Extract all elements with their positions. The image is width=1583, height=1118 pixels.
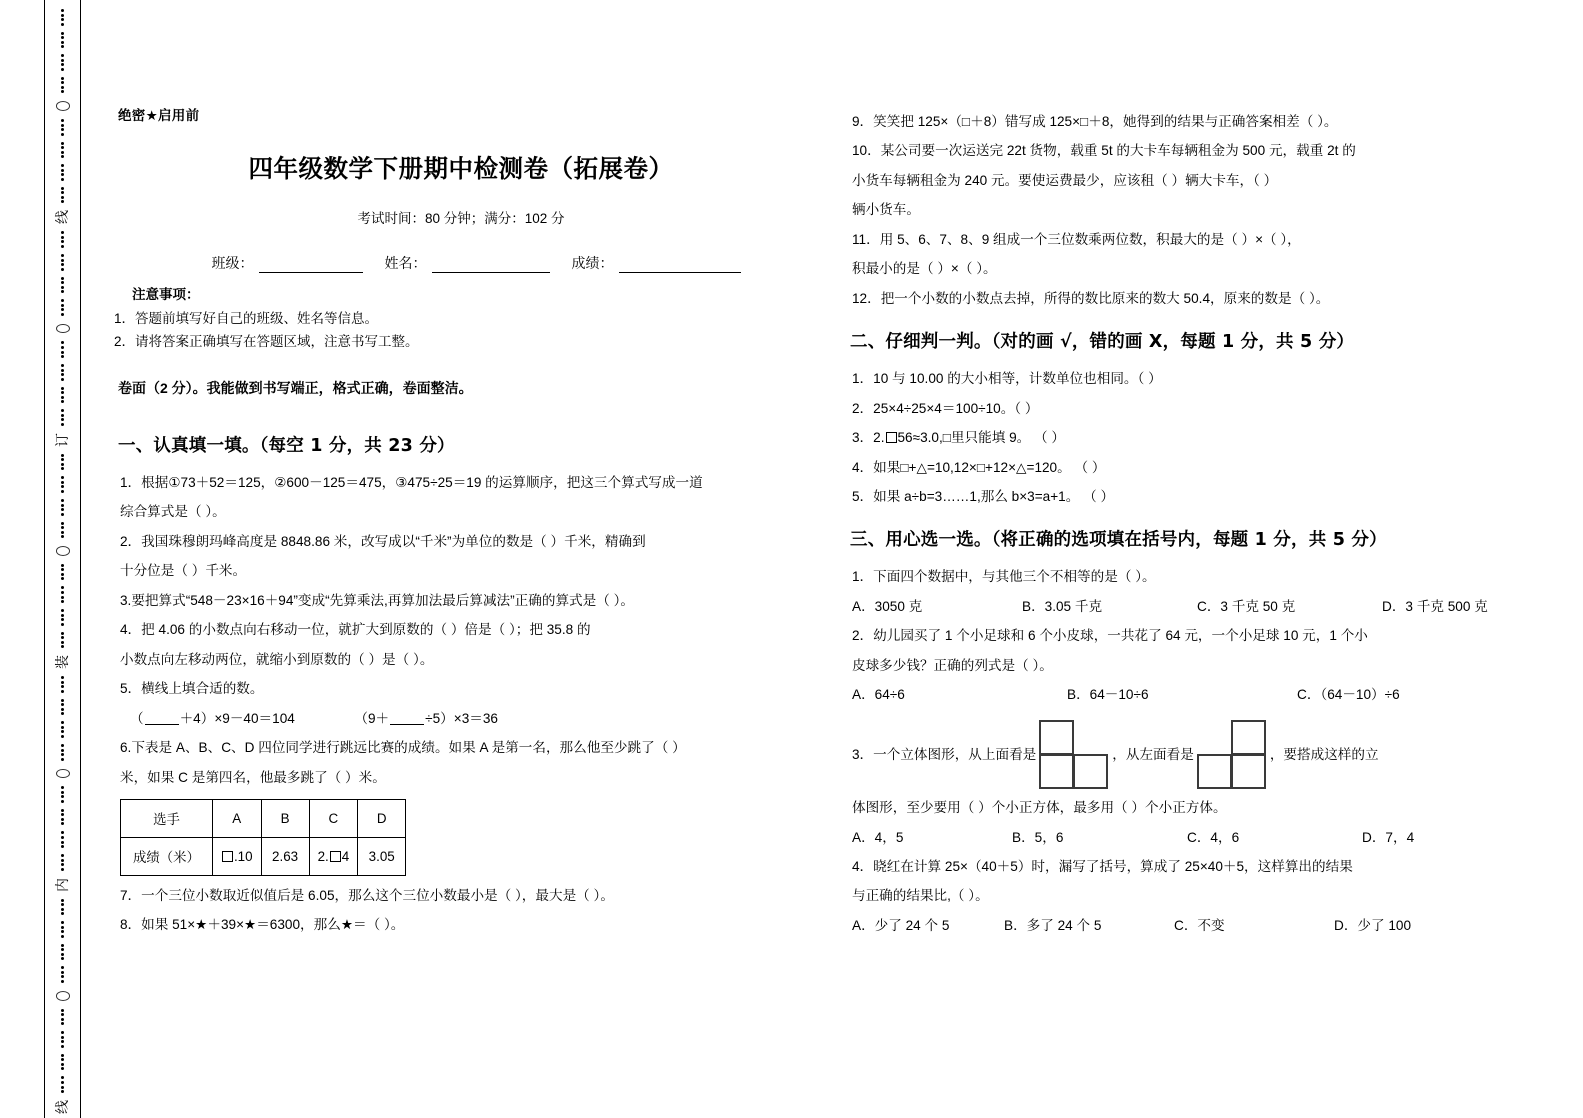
mc-q2-option-c[interactable]: C．（64－10）÷6 xyxy=(1297,686,1400,702)
binding-char: 内 xyxy=(54,877,71,892)
table-row xyxy=(121,837,406,875)
exam-page xyxy=(90,0,1583,1118)
dotted-line-icon xyxy=(61,299,64,316)
mc-q3-option-a[interactable]: A．4，5 xyxy=(852,829,904,845)
q5-eq2-post: ÷5）×3＝36 xyxy=(425,710,498,726)
question-10-line1: 10．某公司要一次运送完 22t 货物，载重 5t 的大卡车每辆租金为 500 元，载重 2t 的 xyxy=(852,143,1356,159)
tf-question-5: 5．如果 a÷b=3……1,那么 b×3=a+1。 （ ） xyxy=(852,488,1115,504)
binding-char: 装 xyxy=(54,655,71,670)
jump-results-table xyxy=(120,799,406,876)
dotted-line-icon xyxy=(61,586,64,603)
table-row-label-score: 成绩（米） xyxy=(121,837,213,875)
question-5-equations xyxy=(130,705,814,732)
dotted-line-icon xyxy=(61,854,64,871)
question-3: 3.要把算式“548－23×16＋94”变成“先算乘法,再算加法最后算减法”正确的算式是（ ）。 xyxy=(120,592,634,608)
mc-q3-option-b[interactable]: B．5，6 xyxy=(1012,829,1064,845)
dotted-line-icon xyxy=(61,277,64,294)
dotted-line-icon xyxy=(61,1076,64,1093)
table-header-player: 选手 xyxy=(121,799,213,837)
class-field-blank[interactable] xyxy=(259,258,363,273)
question-12: 12．把一个小数的小数点去掉，所得的数比原来的数大 50.4，原来的数是（ ）。 xyxy=(852,290,1330,306)
mc-q4-option-a[interactable]: A．少了 24 个 5 xyxy=(852,917,950,933)
circle-marker-icon xyxy=(56,324,70,334)
tf-question-4: 4．如果□+△=10,12×□+12×△=120。 （ ） xyxy=(852,459,1106,475)
mc-q3-option-d[interactable]: D．7，4 xyxy=(1362,829,1415,845)
dotted-line-icon xyxy=(61,119,64,136)
dotted-line-icon xyxy=(61,831,64,848)
right-column xyxy=(836,0,1582,1118)
mc-question-3-options xyxy=(852,824,1564,851)
dotted-line-icon xyxy=(61,476,64,493)
section-title-fill-in: 一、认真填一填。（每空 1 分，共 23 分） xyxy=(118,436,455,456)
table-cell-b: 2.63 xyxy=(261,837,309,875)
dotted-line-icon xyxy=(61,1054,64,1071)
dotted-line-icon xyxy=(61,786,64,803)
dotted-line-icon xyxy=(61,164,64,181)
table-header-b: B xyxy=(261,799,309,837)
dotted-line-icon xyxy=(61,522,64,539)
table-cell-c-post: 4 xyxy=(341,848,350,864)
class-field-label: 班级： xyxy=(211,255,254,271)
dotted-line-icon xyxy=(61,944,64,961)
notice-item-1: 1．答题前填写好自己的班级、姓名等信息。 xyxy=(114,311,379,326)
left-column xyxy=(90,0,836,1118)
binding-char: 订 xyxy=(54,432,71,447)
dotted-line-icon xyxy=(61,409,64,426)
question-5: 5．横线上填合适的数。 xyxy=(120,681,264,697)
tf-question-2: 2．25×4÷25×4＝100÷10。（ ） xyxy=(852,400,1039,416)
mc-q3-option-c[interactable]: C．4，6 xyxy=(1187,829,1240,845)
dotted-line-icon xyxy=(61,54,64,71)
dotted-line-icon xyxy=(61,721,64,738)
dotted-line-icon xyxy=(61,899,64,916)
secret-label: 绝密★启用前 xyxy=(118,108,200,124)
dotted-line-icon xyxy=(61,364,64,381)
name-field-blank[interactable] xyxy=(432,258,550,273)
dotted-line-icon xyxy=(61,966,64,983)
blank-box-icon xyxy=(330,851,341,862)
dotted-line-icon xyxy=(61,231,64,248)
tf-question-3 xyxy=(852,424,1564,451)
question-9: 9．笑笑把 125×（□＋8）错写成 125×□＋8，她得到的结果与正确答案相差（ ）。 xyxy=(852,114,1338,129)
circle-marker-icon xyxy=(56,101,70,111)
dotted-line-icon xyxy=(61,921,64,938)
mc-question-4-line1: 4．晓红在计算 25×（40＋5）时，漏写了括号，算成了 25×40＋5，这样算出的结果 xyxy=(852,858,1353,874)
mc-q4-option-b[interactable]: B．多了 24 个 5 xyxy=(1004,917,1102,933)
question-1-line1: 1．根据①73＋52＝125，②600－125＝475，③475÷25＝19 的运算顺序，把这三个算式写成一道 xyxy=(120,475,703,490)
table-header-a: A xyxy=(212,799,261,837)
table-cell-a xyxy=(212,837,261,875)
dotted-line-icon xyxy=(61,9,64,26)
mc-q1-option-c[interactable]: C．3 千克 50 克 xyxy=(1197,598,1296,614)
shape-cell xyxy=(1197,754,1232,789)
mc-question-4-options xyxy=(852,912,1564,939)
mc-q4-option-d[interactable]: D．少了 100 xyxy=(1334,917,1412,933)
table-cell-a-text: .10 xyxy=(233,848,253,864)
dotted-line-icon xyxy=(61,1009,64,1026)
score-field-blank[interactable] xyxy=(619,258,741,273)
mc-question-1-options xyxy=(852,593,1564,620)
q5-eq1-blank[interactable] xyxy=(145,712,179,725)
dotted-line-icon xyxy=(61,699,64,716)
section-title-multiple-choice: 三、用心选一选。（将正确的选项填在括号内，每题 1 分，共 5 分） xyxy=(850,530,1387,551)
table-header-d: D xyxy=(358,799,406,837)
binding-char: 线 xyxy=(54,1100,71,1115)
mc-q3-text-part3: ，要搭成这样的立 xyxy=(1269,746,1379,762)
question-10-line3: 辆小货车。 xyxy=(852,202,920,218)
handwriting-note: 卷面（2 分）。我能做到书写端正，格式正确，卷面整洁。 xyxy=(118,380,473,396)
question-4-line2: 小数点向左移动两位，就缩小到原数的（ ）是（ ）。 xyxy=(120,651,434,667)
question-2-line1: 2．我国珠穆朗玛峰高度是 8848.86 米，改写成以“千米”为单位的数是（ ）千米，精确到 xyxy=(120,533,646,549)
mc-q2-option-a[interactable]: A．64÷6 xyxy=(852,686,905,702)
question-11-line2: 积最小的是（ ）×（ ）。 xyxy=(852,261,997,277)
dotted-line-icon xyxy=(61,387,64,404)
question-2-line2: 十分位是（ ）千米。 xyxy=(120,563,247,579)
student-info-fields xyxy=(138,253,814,273)
shape-cell xyxy=(1039,720,1074,755)
mc-q3-text-part2: ，从左面看是 xyxy=(1112,746,1194,762)
mc-question-2-line2: 皮球多少钱？正确的列式是（ ）。 xyxy=(852,657,1053,673)
dotted-line-icon xyxy=(61,609,64,626)
question-11-line1: 11．用 5、6、7、8、9 组成一个三位数乘两位数，积最大的是（ ）×（ ）， xyxy=(852,231,1301,247)
question-4-line1: 4．把 4.06 的小数点向右移动一位，就扩大到原数的（ ）倍是（ ）；把 35.8 的 xyxy=(120,622,591,638)
table-header-c: C xyxy=(309,799,358,837)
q5-eq1-pre: （ xyxy=(130,710,144,726)
binding-char: 线 xyxy=(54,210,71,225)
circle-marker-icon xyxy=(56,991,70,1001)
circle-marker-icon xyxy=(56,546,70,556)
dotted-line-icon xyxy=(61,454,64,471)
dotted-line-icon xyxy=(61,499,64,516)
notice-item-2: 2．请将答案正确填写在答题区域，注意书写工整。 xyxy=(114,334,419,349)
section-title-true-false: 二、仔细判一判。（对的画 √，错的画 X，每题 1 分，共 5 分） xyxy=(850,332,1355,353)
notice-heading: 注意事项： xyxy=(132,287,200,302)
mc-q1-option-a[interactable]: A．3050 克 xyxy=(852,598,923,614)
dotted-line-icon xyxy=(61,77,64,94)
dotted-line-icon xyxy=(61,809,64,826)
question-6-line2: 米，如果 C 是第四名，他最多跳了（ ）米。 xyxy=(120,769,386,785)
shape-cell xyxy=(1039,754,1074,789)
dotted-line-icon xyxy=(61,632,64,649)
question-6-line1: 6.下表是 A、B、C、D 四位同学进行跳远比赛的成绩。如果 A 是第一名，那么他至少跳了（ ） xyxy=(120,740,686,756)
tf-question-1: 1．10 与 10.00 的大小相等，计数单位也相同。（ ） xyxy=(852,371,1162,387)
score-field[interactable] xyxy=(572,253,741,273)
shape-cell xyxy=(1073,754,1108,789)
blank-box-icon xyxy=(886,432,897,443)
dotted-line-icon xyxy=(61,254,64,271)
q5-eq2-pre: （9＋ xyxy=(354,710,390,726)
mc-q3-text-part1: 3．一个立体图形，从上面看是 xyxy=(852,746,1037,762)
blank-box-icon xyxy=(222,851,233,862)
dotted-line-icon xyxy=(61,142,64,159)
page-title: 四年级数学下册期中检测卷（拓展卷） xyxy=(248,154,674,183)
table-cell-c-pre: 2. xyxy=(317,848,329,864)
dotted-line-icon xyxy=(61,676,64,693)
dotted-line-icon xyxy=(61,341,64,358)
binding-track xyxy=(44,0,81,1118)
table-cell-d: 3.05 xyxy=(358,837,406,875)
mc-question-2-line1: 2．幼儿园买了 1 个小足球和 6 个小皮球，一共花了 64 元，一个小足球 10 元，1 个小 xyxy=(852,628,1368,644)
q5-eq1-post: ＋4）×9－40＝104 xyxy=(179,710,295,726)
tf-question-3-post: 56≈3.0,□里只能填 9。 （ ） xyxy=(897,430,1066,446)
dotted-line-icon xyxy=(61,744,64,761)
shape-cell xyxy=(1231,754,1266,789)
dotted-line-icon xyxy=(61,1031,64,1048)
mc-q4-option-c[interactable]: C．不变 xyxy=(1174,917,1225,933)
binding-margin xyxy=(0,0,90,1118)
name-field[interactable] xyxy=(385,253,550,273)
mc-q1-option-b[interactable]: B．3.05 千克 xyxy=(1022,598,1103,614)
circle-marker-icon xyxy=(56,769,70,779)
question-1-line2: 综合算式是（ ）。 xyxy=(120,504,226,520)
exam-meta: 考试时间：80 分钟；满分：102 分 xyxy=(357,211,565,226)
mc-question-1: 1．下面四个数据中，与其他三个不相等的是（ ）。 xyxy=(852,569,1156,585)
tf-question-3-pre: 3．2. xyxy=(852,430,885,446)
mc-q2-option-b[interactable]: B．64－10÷6 xyxy=(1067,686,1149,702)
score-field-label: 成绩： xyxy=(571,255,614,271)
class-field[interactable] xyxy=(212,253,363,273)
dotted-line-icon xyxy=(61,187,64,204)
mc-question-2-options xyxy=(852,681,1564,708)
shape-cell xyxy=(1231,720,1266,755)
table-row xyxy=(121,799,406,837)
left-view-shape xyxy=(1197,720,1267,790)
dotted-line-icon xyxy=(61,32,64,49)
q5-eq2-blank[interactable] xyxy=(390,712,424,725)
table-cell-c xyxy=(309,837,358,875)
question-10-line2: 小货车每辆租金为 240 元。要使运费最少，应该租（ ）辆大卡车，（ ） xyxy=(852,172,1278,188)
top-view-shape xyxy=(1039,720,1109,790)
name-field-label: 姓名： xyxy=(384,255,427,271)
mc-question-4-line2: 与正确的结果比,（ ）。 xyxy=(852,888,989,904)
mc-question-3-line2: 体图形，至少要用（ ）个小正方体，最多用（ ）个小正方体。 xyxy=(852,800,1227,816)
question-7: 7．一个三位小数取近似值后是 6.05，那么这个三位小数最小是（ ），最大是（ ）。 xyxy=(120,887,614,903)
mc-question-3-line1 xyxy=(852,720,1564,790)
mc-q1-option-d[interactable]: D．3 千克 500 克 xyxy=(1382,598,1488,614)
question-8: 8．如果 51×★＋39×★＝6300，那么★＝（ ）。 xyxy=(120,917,405,933)
dotted-line-icon xyxy=(61,564,64,581)
